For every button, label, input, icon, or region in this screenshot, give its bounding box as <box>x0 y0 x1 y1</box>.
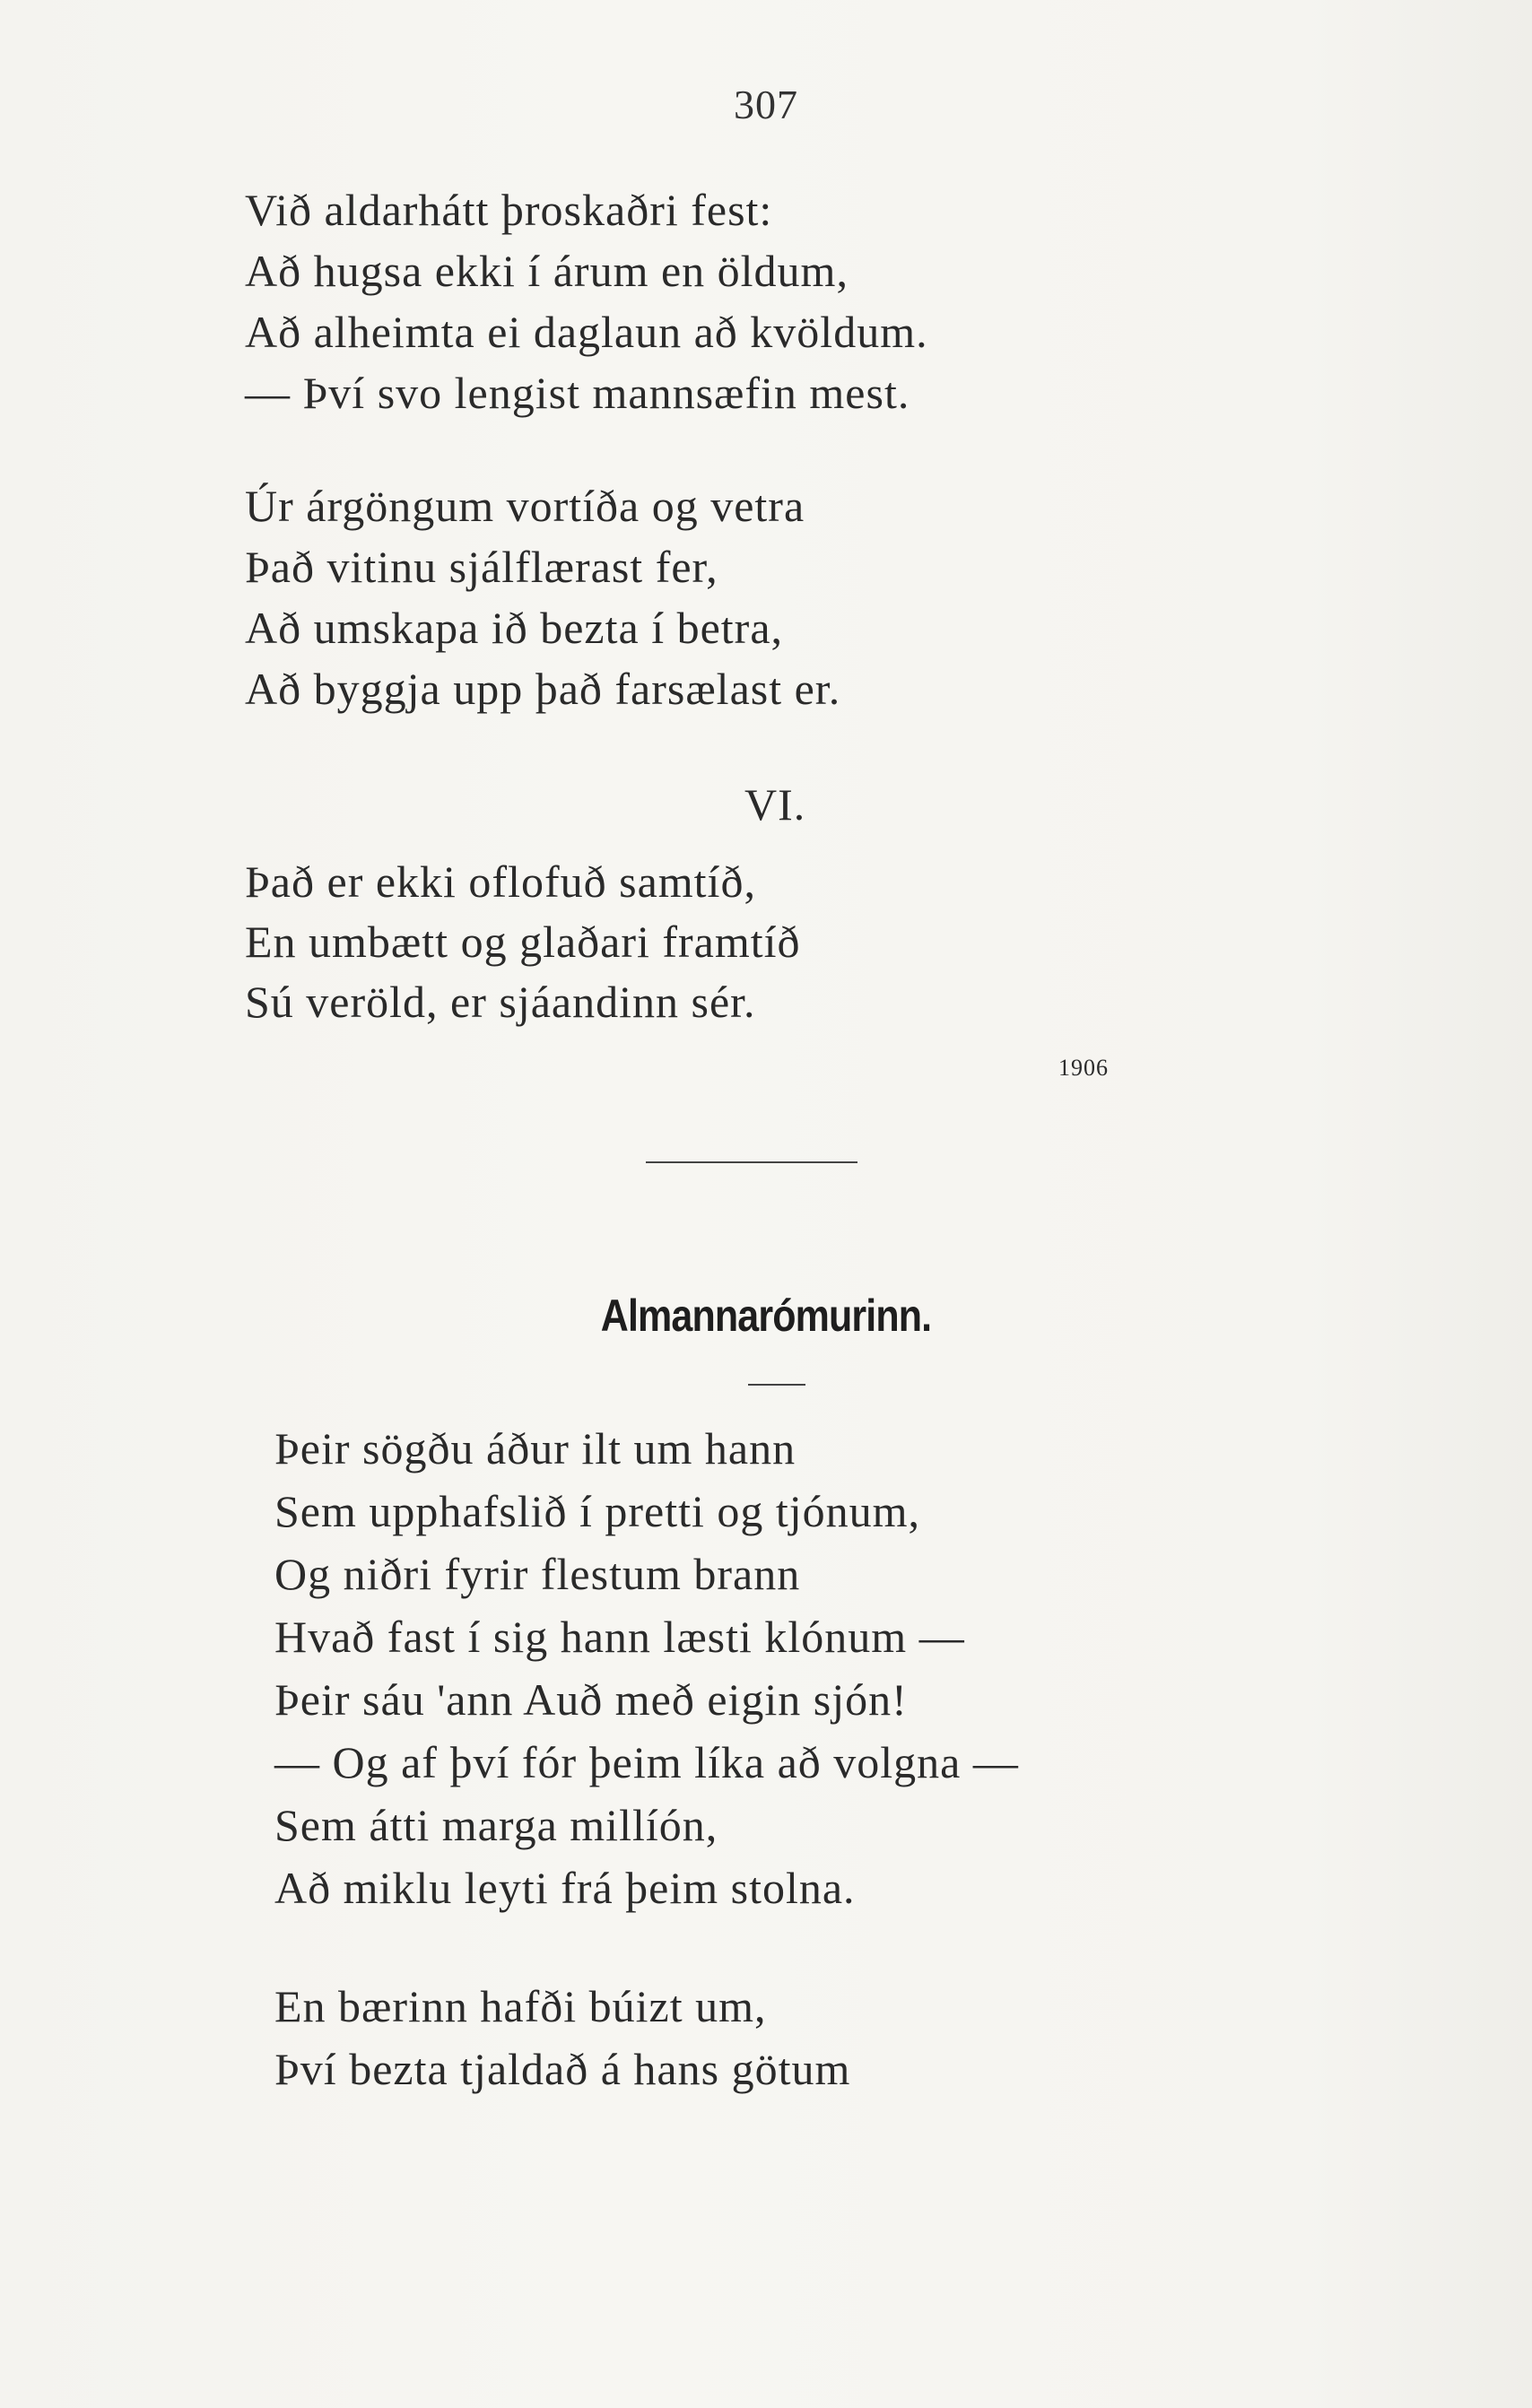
verse-line: — Og af því fór þeim líka að volgna — <box>274 1737 1019 1787</box>
verse-line: Það vitinu sjálflærast fer, <box>245 542 718 592</box>
verse-line: Sem átti marga millíón, <box>274 1800 718 1850</box>
stanza <box>274 1417 1019 1919</box>
verse-line: Að miklu leyti frá þeim stolna. <box>274 1863 856 1913</box>
verse-line: Það er ekki oflofuð samtíð, <box>245 856 756 907</box>
verse-line: En umbætt og glaðari framtíð <box>245 917 801 967</box>
title-rule <box>748 1384 805 1386</box>
stanza <box>274 1975 850 2100</box>
poem-date: 1906 <box>1058 1055 1109 1081</box>
verse-line: — Því svo lengist mannsæfin mest. <box>245 368 910 418</box>
verse-line: Og niðri fyrir flestum brann <box>274 1549 801 1599</box>
verse-line: Úr árgöngum vortíða og vetra <box>245 481 805 531</box>
verse-line: En bærinn hafði búizt um, <box>274 1981 767 2031</box>
verse-line: Að hugsa ekki í árum en öldum, <box>245 246 849 296</box>
verse-line: Þeir sáu 'ann Auð með eigin sjón! <box>274 1674 908 1725</box>
stanza <box>245 475 840 719</box>
verse-line: Við aldarhátt þroskaðri fest: <box>245 185 773 235</box>
verse-line: Því bezta tjaldað á hans götum <box>274 2044 851 2094</box>
verse-line: Að umskapa ið bezta í betra, <box>245 603 784 653</box>
poem-title: Almannarómurinn. <box>600 1291 932 1341</box>
stanza <box>245 852 801 1032</box>
verse-line: Sú veröld, er sjáandinn sér. <box>245 977 756 1027</box>
stanza <box>245 179 928 423</box>
page-number: 307 <box>734 82 798 127</box>
verse-line: Að alheimta ei daglaun að kvöldum. <box>245 307 928 357</box>
verse-line: Að byggja upp það farsælast er. <box>245 664 841 714</box>
section-number: VI. <box>744 779 806 830</box>
verse-line: Hvað fast í sig hann læsti klónum — <box>274 1612 965 1662</box>
verse-line: Þeir sögðu áður ilt um hann <box>274 1423 796 1473</box>
section-divider <box>646 1161 857 1163</box>
verse-line: Sem upphafslið í pretti og tjónum, <box>274 1486 921 1536</box>
